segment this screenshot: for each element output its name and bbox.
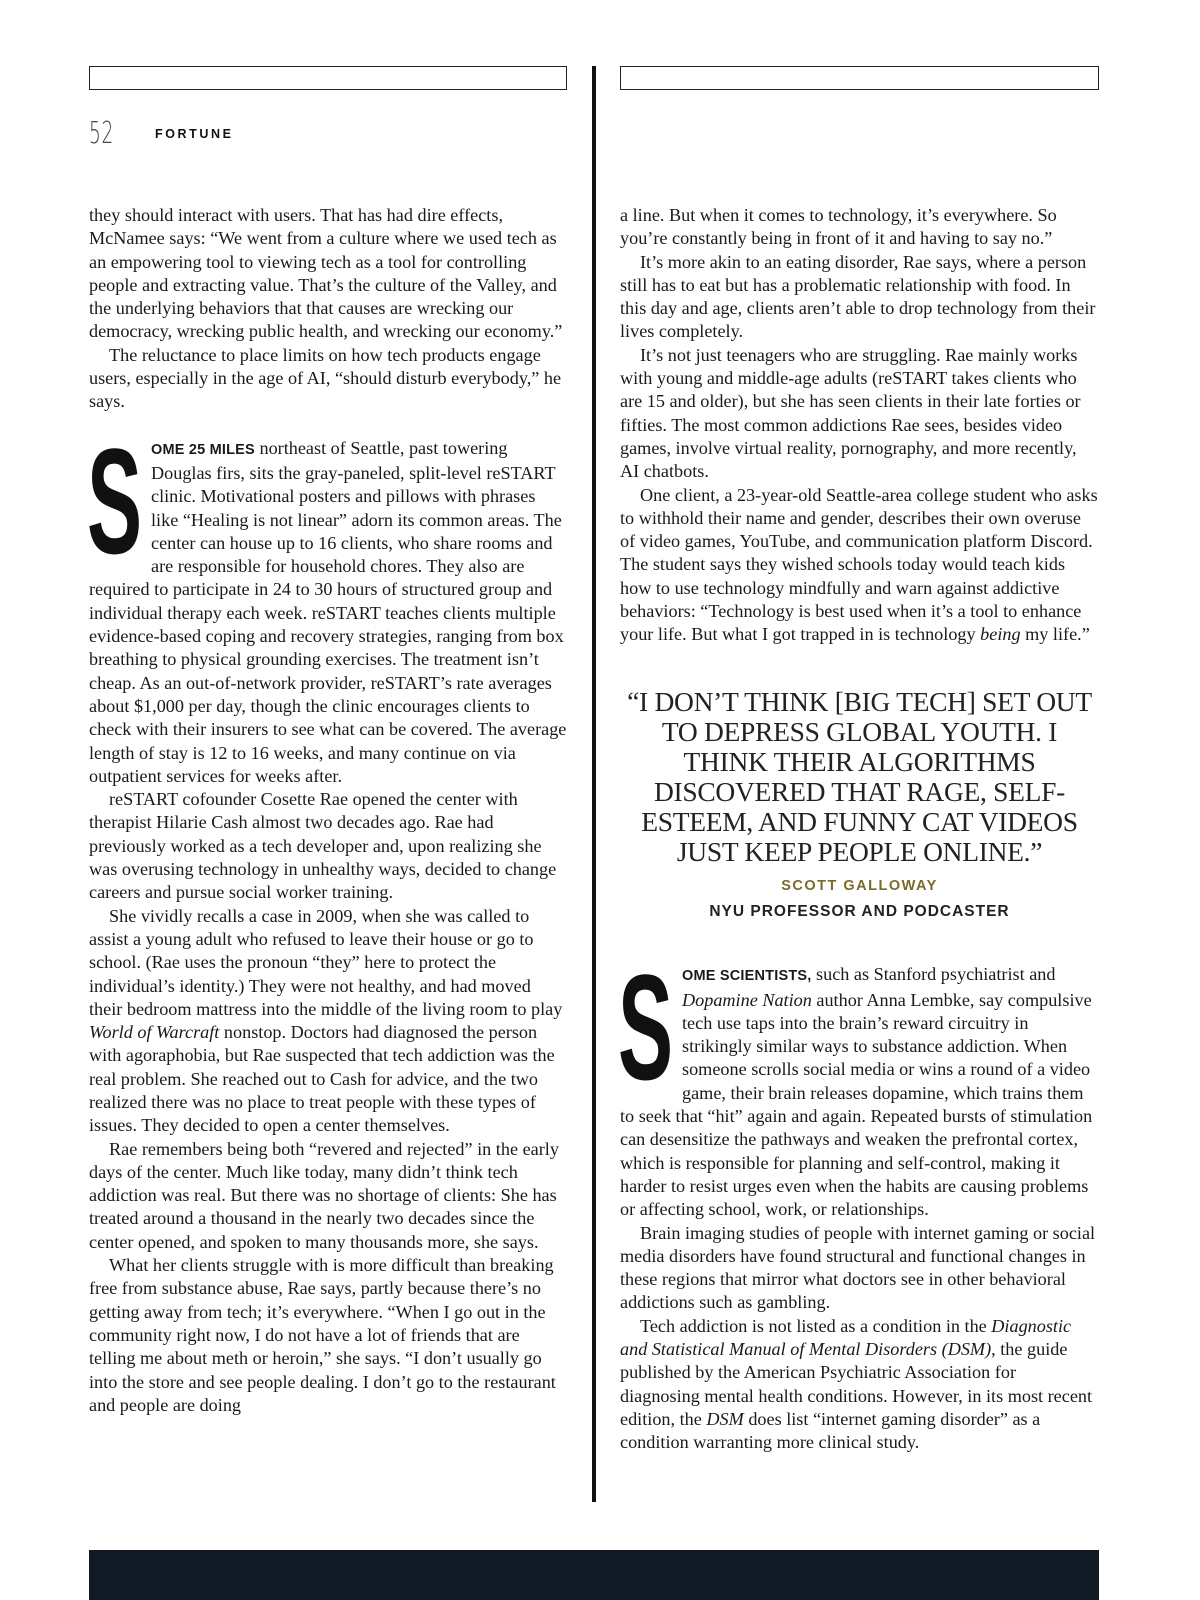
italic-title: Diagnostic and Statistical Manual of Mental Disorders (DSM) bbox=[620, 1315, 1072, 1359]
paragraph bbox=[620, 484, 1099, 647]
paragraph bbox=[89, 905, 567, 1138]
lead-in: OME 25 MILES bbox=[151, 441, 255, 458]
section-opening-paragraph bbox=[87, 416, 567, 788]
header-rule-box-right bbox=[620, 66, 1099, 90]
paragraph: a line. But when it comes to technology, it’s everywhere. So you’re constantly being in front of it and having to say no.” bbox=[620, 205, 1057, 249]
paragraph-text: author Anna Lembke, say compulsive tech use taps into the brain’s reward circuitry in strikingly similar ways to substance addiction. When someone scrolls social media or wins a round of a video game, their brain releases dopamine, which trains them to seek that “hit” again and again. Repeated bursts of stimulation can desensitize the pathways and weaken the prefrontal cortex, which is responsible for planning and self-control, making it harder to resist urges even when the habits are causing problems or affecting school, work, or relationships. bbox=[620, 989, 1093, 1220]
pull-quote-author-title: NYU PROFESSOR AND PODCASTER bbox=[709, 902, 1010, 920]
page-number: 52 bbox=[89, 116, 114, 151]
lead-in: OME SCIENTISTS, bbox=[682, 968, 812, 985]
paragraph-text: northeast of Seattle, past towering Douglas firs, sits the gray-paneled, split-level reSTART clinic. Motivational posters and pillows with phrases like “Healing is not linear” adorn its common areas. The center can house up to 16 clients, who share rooms and are responsible for household chores. They also are required to participate in 24 to 30 hours of structured group and individual therapy each week. reSTART teaches clients multiple evidence-based coping and recovery strategies, ranging from box breathing to physical grounding exercises. The treatment isn’t cheap. As an out-of-network provider, reSTART’s rate averages about $1,000 per day, though the clinic encourages clients to check with their insurers to see what can be covered. The average length of stay is 12 to 16 weeks, and many continue on via outpatient services for weeks after. bbox=[89, 437, 567, 786]
paragraph-text: nonstop. Doctors had diagnosed the person with agoraphobia, but Rae suspected that tech addiction was the real problem. She reached out to Cash for advice, and the two realized there was no place to treat people with these types of issues. They decided to open a center themselves. bbox=[89, 1022, 555, 1136]
paragraph: It’s more akin to an eating disorder, Rae says, where a person still has to eat but has a problematic relationship with food. In this day and age, clients aren’t able to drop technology from their lives completely. bbox=[620, 251, 1096, 342]
paragraph bbox=[620, 1315, 1099, 1455]
paragraph: reSTART cofounder Cosette Rae opened the center with therapist Hilarie Cash almost two decades ago. Rae had previously worked as a tech developer and, upon realizing she was overusing technology in unhealthy ways, decided to change careers and pursue social worker training. bbox=[89, 789, 557, 903]
right-column bbox=[620, 204, 1099, 1454]
paragraph: What her clients struggle with is more difficult than breaking free from substance abuse, Rae says, partly because there’s no getting away from tech; it’s everywhere. “When I go out in the community right now, I do not have a lot of friends that are telling me about meth or heroin,” she says. “I don’t usually go into the store and see people dealing. I don’t go to the restaurant and people are doing bbox=[89, 1255, 556, 1415]
paragraph-text: such as Stanford psychiatrist and bbox=[811, 964, 1056, 985]
magazine-name: FORTUNE bbox=[155, 127, 234, 141]
paragraph-text: She vividly recalls a case in 2009, when she was called to assist a young adult who refused to leave their house or go to school. (Rae uses the pronoun “they” here to protect the individual’s identity.) They were not healthy, and had moved their bedroom mattress into the middle of the living room to play bbox=[89, 905, 563, 1019]
paragraph-text: my life.” bbox=[1020, 624, 1090, 645]
pull-quote bbox=[620, 687, 1099, 924]
paragraph: Brain imaging studies of people with internet gaming or social media disorders have found structural and functional changes in these regions that mirror what doctors see in other behavioral addictions such as gambling. bbox=[620, 1222, 1096, 1313]
paragraph: It’s not just teenagers who are struggling. Rae mainly works with young and middle-age adults (reSTART takes clients who are 15 and older), but she has seen clients in their late forties or fifties. The most common addictions Rae sees, besides video games, involve virtual reality, pornography, and more recently, AI chatbots. bbox=[620, 344, 1081, 482]
section-opening-paragraph bbox=[618, 943, 1099, 1221]
paragraph-text: does list “internet gaming disorder” as a condition warranting more clinical study. bbox=[620, 1408, 1041, 1453]
italic-title: Dopamine Nation bbox=[682, 989, 812, 1010]
drop-cap: S bbox=[87, 416, 143, 585]
left-column bbox=[89, 204, 567, 1417]
paragraph-text: , the guide published by the American Psychiatric Association for diagnosing mental health conditions. However, in its most recent edition, the bbox=[620, 1338, 1093, 1429]
italic-title: World of Warcraft bbox=[89, 1022, 220, 1043]
paragraph-text: One client, a 23-year-old Seattle-area college student who asks to withhold their name and gender, describes their own overuse of video games, YouTube, and communication platform Discord. The student says they wished schools today would teach kids how to use technology mindfully and warn against addictive behaviors: “Technology is best used when it’s a tool to enhance your life. But what I got trapped in is technology bbox=[620, 484, 1098, 645]
paragraph: Rae remembers being both “revered and rejected” in the early days of the center. Much like today, many didn’t think tech addiction was real. But there was no shortage of clients: She has treated around a thousand in the nearly two decades since the center opened, and spoken to many thousands more, she says. bbox=[89, 1138, 559, 1252]
paragraph: they should interact with users. That has had dire effects, McNamee says: “We went from a culture where we used tech as an empowering tool to viewing tech as a tool for controlling people and extracting value. That’s the culture of the Valley, and the underlying behaviors that that causes are wrecking our democracy, wrecking public health, and wrecking our economy.” bbox=[89, 205, 563, 342]
drop-cap: S bbox=[618, 943, 674, 1112]
column-divider bbox=[592, 66, 596, 1502]
italic-abbreviation: DSM bbox=[706, 1408, 744, 1429]
italic-word: being bbox=[980, 624, 1021, 645]
pull-quote-author: SCOTT GALLOWAY bbox=[781, 877, 938, 894]
pull-quote-text: “I DON’T THINK [BIG TECH] SET OUT TO DEPRESS GLOBAL YOUTH. I THINK THEIR ALGORITHMS DISCOVERED THAT RAGE, SELF-ESTEEM, AND FUNNY CAT VIDEOS JUST KEEP PEOPLE ONLINE.” bbox=[627, 685, 1092, 867]
paragraph: The reluctance to place limits on how tech products engage users, especially in the age of AI, “should disturb everybody,” he says. bbox=[89, 344, 562, 412]
header-rule-box-left bbox=[89, 66, 567, 90]
paragraph-text: Tech addiction is not listed as a condition in the bbox=[640, 1315, 992, 1336]
footer-band bbox=[89, 1550, 1099, 1600]
